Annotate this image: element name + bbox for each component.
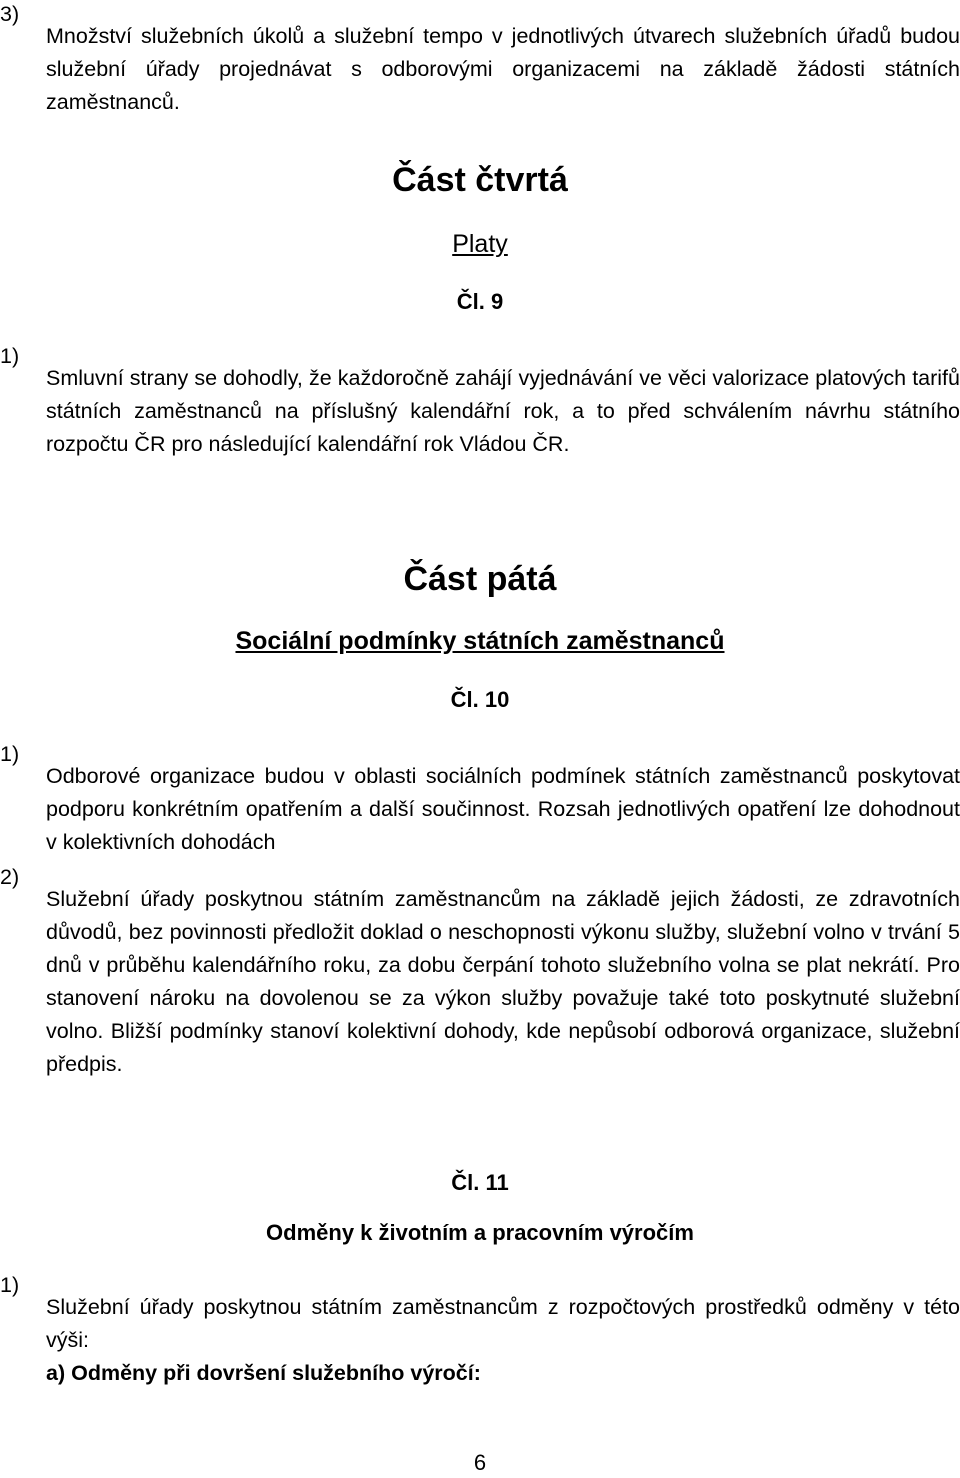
paragraph-art10-1: Odborové organizace budou v oblasti sociálních podmínek státních zaměstnanců poskytovat podporu konkrétním opatřením a další součinnost. Rozsah jednotlivých opatření lze dohodnout v kolektivních dohodách (46, 763, 960, 854)
item-number: 2) (0, 865, 20, 889)
paragraph-art11-1: Služební úřady poskytnou státním zaměstnancům z rozpočtových prostředků odměny v této výši: (46, 1294, 960, 1352)
part-subtitle-social: Sociální podmínky státních zaměstnanců (235, 627, 725, 655)
paragraph-item-3: Množství služebních úkolů a služební tempo v jednotlivých útvarech služebních úřadů budou služební úřady projednávat s odborovými organizacemi na základě žádosti státních zaměstnanců. (46, 23, 960, 114)
part-title-4: Část čtvrtá (392, 161, 568, 199)
article-11-title: Odměny k životním a pracovním výročím (266, 1220, 694, 1245)
subheading-a: a) Odměny při dovršení služebního výročí: (46, 1361, 481, 1385)
part-subtitle-platy: Platy (452, 230, 508, 258)
article-9-heading: Čl. 9 (456, 289, 504, 314)
item-number: 1) (0, 1273, 20, 1297)
article-10-heading: Čl. 10 (450, 687, 510, 712)
article-11-heading: Čl. 11 (451, 1170, 509, 1195)
paragraph-art9-1: Smluvní strany se dohodly, že každoročně zahájí vyjednávání ve věci valorizace platových tarifů státních zaměstnanců na příslušný kalendářní rok, a to před schválením návrhu státního rozpočtu ČR pro následující kalendářní rok Vládou ČR. (46, 365, 960, 456)
item-number: 1) (0, 742, 20, 766)
item-number: 1) (0, 344, 20, 368)
item-number: 3) (0, 2, 20, 26)
page-number: 6 (473, 1450, 487, 1475)
part-title-5: Část pátá (403, 560, 557, 598)
paragraph-art10-2: Služební úřady poskytnou státním zaměstnancům na základě jejich žádosti, ze zdravotních důvodů, bez povinnosti předložit doklad o neschopnosti výkonu služby, služební volno v trvání 5 dnů v průběhu kalendářního roku, za dobu čerpání tohoto služebního volna se plat nekrátí. Pro stanovení nároku na dovolenou se za výkon služby považuje také toto poskytnuté služební volno. Bližší podmínky stanoví kolektivní dohody, kde nepůsobí odborová organizace, služební předpis. (46, 886, 960, 1076)
